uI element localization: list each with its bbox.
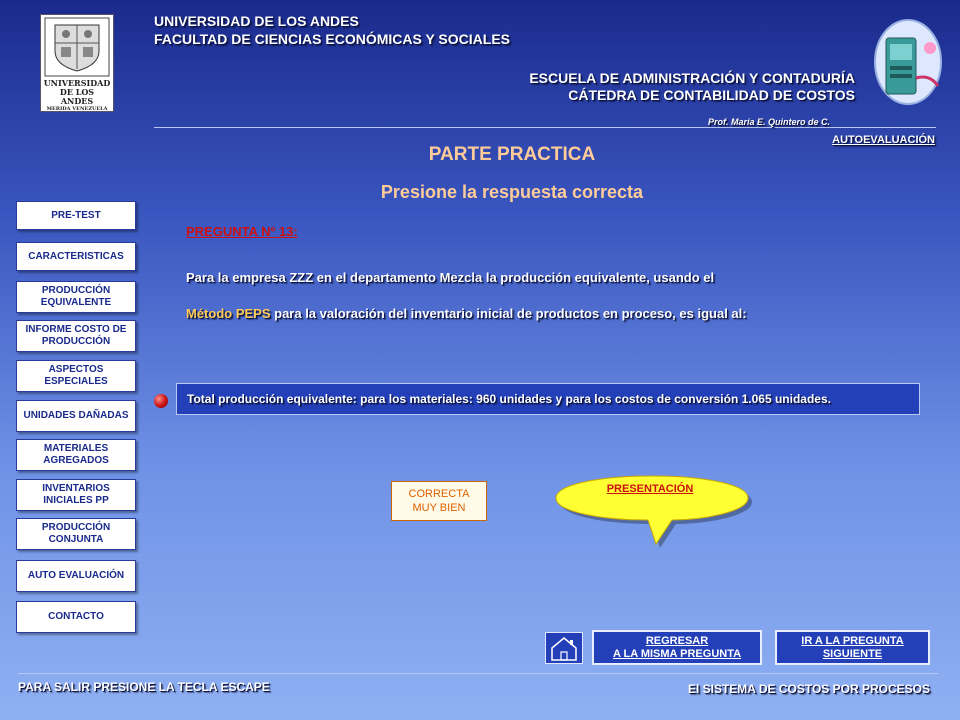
sidebar-item-materiales-agregados[interactable]: MATERIALES AGREGADOS [16, 439, 136, 471]
answer-bullet-icon [154, 394, 168, 408]
presentation-link[interactable]: PRESENTACIÓN [606, 483, 694, 495]
back-button-line2: A LA MISMA PREGUNTA [612, 647, 742, 660]
feedback-box [391, 481, 487, 521]
next-button-line2: SIGUIENTE [822, 647, 883, 660]
school-name: ESCUELA DE ADMINISTRACIÓN Y CONTADURÍA [529, 70, 855, 86]
chair-name: CÁTEDRA DE CONTABILIDAD DE COSTOS [568, 87, 855, 103]
feedback-line2: MUY BIEN [412, 502, 466, 514]
next-button-line1: IR A LA PREGUNTA [801, 634, 904, 647]
page-title: PARTE PRACTICA [428, 144, 596, 165]
home-button[interactable] [545, 632, 583, 664]
page-subtitle: Presione la respuesta correcta [380, 182, 644, 202]
computer-illustration [868, 18, 946, 108]
sidebar-item-unidades-danadas[interactable]: UNIDADES DAÑADAS [16, 400, 136, 432]
logo-text-line3: MERIDA VENEZUELA [46, 106, 108, 112]
sidebar-item-produccion-equivalente[interactable]: PRODUCCIÓN EQUIVALENTE [16, 281, 136, 313]
sidebar-item-contacto[interactable]: CONTACTO [16, 601, 136, 633]
sidebar-item-aspectos-especiales[interactable]: ASPECTOS ESPECIALES [16, 360, 136, 392]
sidebar-item-informe-costo[interactable]: INFORME COSTO DE PRODUCCIÓN [16, 320, 136, 352]
exit-instructions: PARA SALIR PRESIONE LA TECLA ESCAPE [18, 680, 270, 694]
sidebar-item-pre-test[interactable]: PRE-TEST [16, 201, 136, 230]
back-to-question-button[interactable] [592, 630, 762, 665]
sidebar-item-caracteristicas[interactable]: CARACTERISTICAS [16, 242, 136, 271]
speech-bubble-icon [552, 470, 752, 550]
sidebar-item-inventarios-iniciales[interactable]: INVENTARIOS INICIALES PP [16, 479, 136, 511]
section-label: AUTOEVALUACIÓN [832, 134, 935, 146]
sidebar-item-auto-evaluacion[interactable]: AUTO EVALUACIÓN [16, 560, 136, 592]
back-button-line1: REGRESAR [645, 634, 709, 647]
logo-text-line1: UNIVERSIDAD [43, 78, 111, 88]
faculty-name: FACULTAD DE CIENCIAS ECONÓMICAS Y SOCIALES [154, 31, 510, 47]
question-method: Método PEPS [186, 306, 271, 321]
question-line1: Para la empresa ZZZ en el departamento Mezcla la producción equivalente, usando el [186, 270, 715, 285]
next-question-button[interactable] [775, 630, 930, 665]
university-name: UNIVERSIDAD DE LOS ANDES [154, 13, 359, 29]
home-icon [546, 633, 582, 663]
footer-divider [18, 673, 938, 674]
question-number: PREGUNTA Nº 13: [186, 224, 298, 239]
logo-text-line2: DE LOS ANDES [59, 87, 95, 106]
university-logo [40, 14, 114, 112]
feedback-line1: CORRECTA [408, 488, 470, 500]
header-divider [154, 127, 936, 128]
answer-option[interactable]: Total producción equivalente: para los materiales: 960 unidades y para los costos de conversión 1.065 unidades. [176, 383, 920, 415]
sidebar-item-produccion-conjunta[interactable]: PRODUCCIÓN CONJUNTA [16, 518, 136, 550]
question-line2 [186, 306, 747, 321]
question-line2-text: para la valoración del inventario inicial de productos en proceso, es igual al: [270, 306, 747, 321]
system-name: El SISTEMA DE COSTOS POR PROCESOS [687, 682, 930, 696]
professor-name: Prof. María E. Quintero de C. [708, 117, 831, 127]
